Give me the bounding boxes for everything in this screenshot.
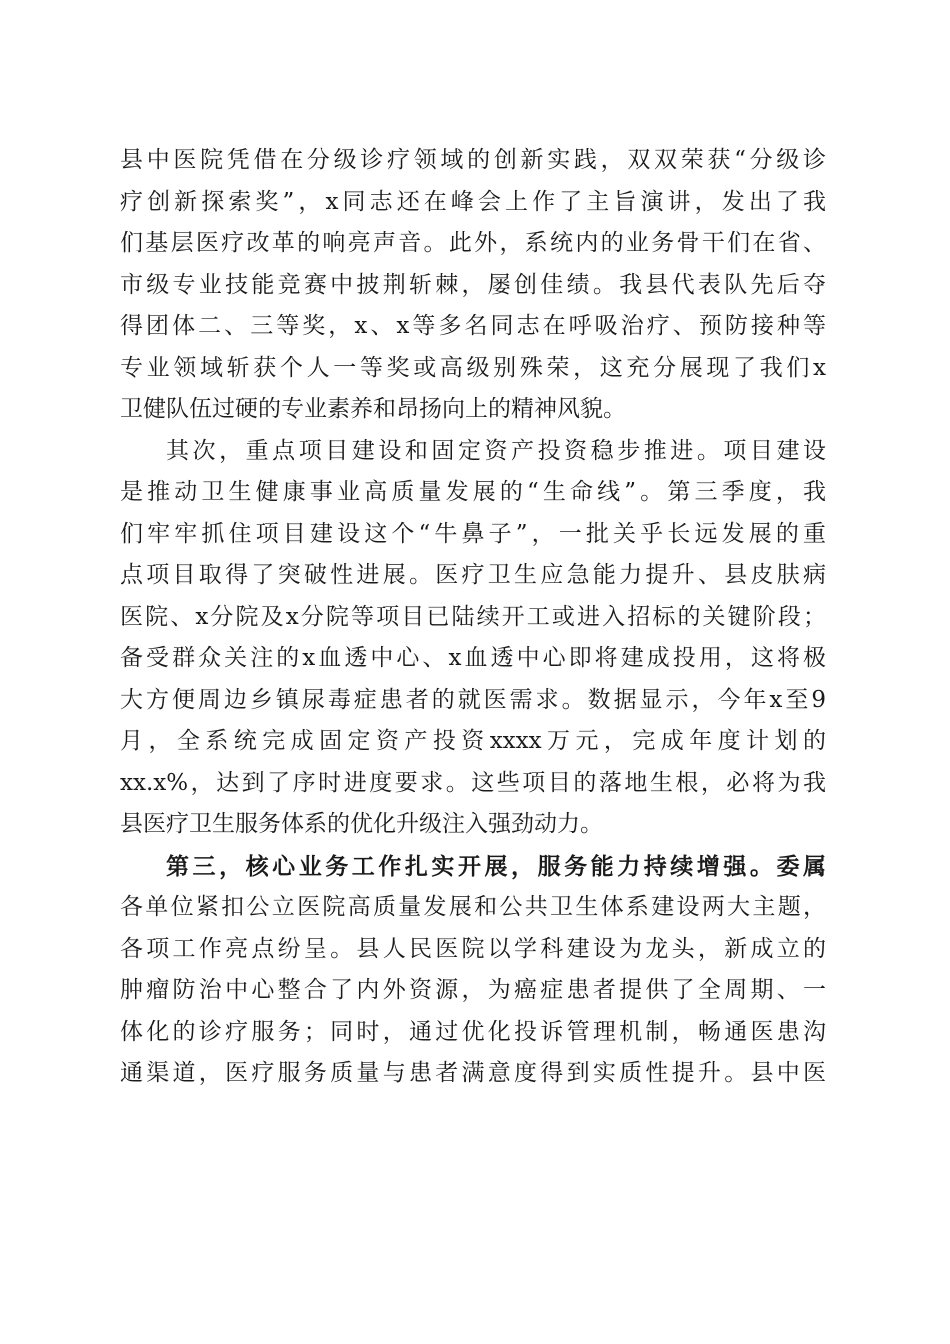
text-line: 月，全系统完成固定资产投资xxxx万元，完成年度计划的 xyxy=(120,728,826,754)
text-line: 各项工作亮点纷呈。县人民医院以学科建设为龙头，新成立的 xyxy=(120,935,826,962)
text-line: 市级专业技能竞赛中披荆斩棘，屡创佳绩。我县代表队先后夺 xyxy=(120,271,826,298)
text-line: 通渠道，医疗服务质量与患者满意度得到实质性提升。县中医 xyxy=(120,1060,826,1086)
text-line: 体化的诊疗服务；同时，通过优化投诉管理机制，畅通医患沟 xyxy=(120,1018,826,1045)
text-line: 卫健队伍过硬的专业素养和昂扬向上的精神风貌。 xyxy=(120,396,626,422)
text-line: 各单位紧扣公立医院高质量发展和公共卫生体系建设两大主题， xyxy=(120,894,826,920)
paragraph-1 xyxy=(120,140,826,431)
text-line: 县医疗卫生服务体系的优化升级注入强劲动力。 xyxy=(120,811,603,837)
text-line: 疗创新探索奖”，x同志还在峰会上作了主旨演讲，发出了我 xyxy=(120,188,826,215)
text-line: 们牢牢抓住项目建设这个“牛鼻子”，一批关乎长远发展的重 xyxy=(120,520,826,547)
body-text xyxy=(120,140,826,1095)
text-line: 点项目取得了突破性进展。医疗卫生应急能力提升、县皮肤病 xyxy=(120,562,826,588)
paragraph-3 xyxy=(120,846,826,1095)
text-line: 专业领域斩获个人一等奖或高级别殊荣，这充分展现了我们x xyxy=(120,354,826,381)
text-line: 大方便周边乡镇尿毒症患者的就医需求。数据显示，今年x至9 xyxy=(120,686,826,713)
paragraph-2 xyxy=(120,431,826,846)
text-line: 医院、x分院及x分院等项目已陆续开工或进入招标的关键阶段； xyxy=(120,603,826,630)
text-line: 县中医院凭借在分级诊疗领域的创新实践，双双荣获“分级诊 xyxy=(120,147,826,173)
text-line: 们基层医疗改革的响亮声音。此外，系统内的业务骨干们在省、 xyxy=(120,230,826,256)
text-line: 是推动卫生健康事业高质量发展的“生命线”。第三季度，我 xyxy=(120,479,826,505)
text-line: xx.x%，达到了序时进度要求。这些项目的落地生根，必将为我 xyxy=(120,769,826,796)
text-line-heading: 第三，核心业务工作扎实开展，服务能力持续增强。委属 xyxy=(166,852,826,880)
text-line: 其次，重点项目建设和固定资产投资稳步推进。项目建设 xyxy=(166,437,826,464)
text-line: 备受群众关注的x血透中心、x血透中心即将建成投用，这将极 xyxy=(120,645,826,671)
text-line: 得团体二、三等奖，x、x等多名同志在呼吸治疗、预防接种等 xyxy=(120,313,826,339)
text-line: 肿瘤防治中心整合了内外资源，为癌症患者提供了全周期、一 xyxy=(120,977,826,1003)
